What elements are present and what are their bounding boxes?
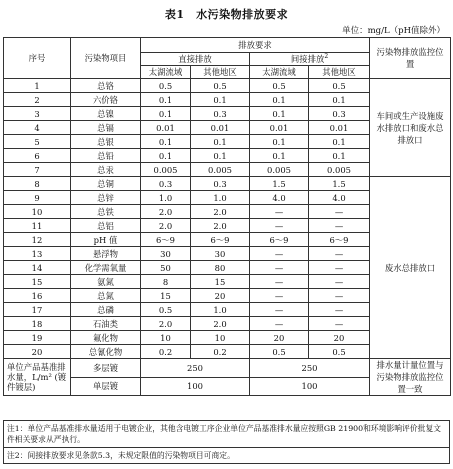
row-number: 8 xyxy=(4,177,71,191)
limit-value: — xyxy=(309,219,370,233)
row-number: 3 xyxy=(4,107,71,121)
limit-value: 50 xyxy=(141,261,191,275)
limit-value: 0.1 xyxy=(309,135,370,149)
limit-value: 2.0 xyxy=(191,317,250,331)
limit-value: 4.0 xyxy=(309,191,370,205)
plating-single: 单层镀 xyxy=(71,377,141,396)
limit-value: 30 xyxy=(191,247,250,261)
header-direct-other: 其他地区 xyxy=(191,66,250,79)
limit-value: 30 xyxy=(141,247,191,261)
limit-value: 6～9 xyxy=(141,233,191,247)
row-number: 18 xyxy=(4,317,71,331)
row-number: 17 xyxy=(4,303,71,317)
limit-value: 0.3 xyxy=(191,107,250,121)
pollutant-name: 总磷 xyxy=(71,303,141,317)
table-row xyxy=(4,79,451,93)
row-number: 12 xyxy=(4,233,71,247)
limit-value: 2.0 xyxy=(141,219,191,233)
limit-value: — xyxy=(250,205,309,219)
limit-value: 1.5 xyxy=(250,177,309,191)
header-indirect-cell xyxy=(250,53,370,66)
limit-value: 0.1 xyxy=(141,107,191,121)
monitor-location-workshop: 车间或生产设施废水排放口和废水总排放口 xyxy=(370,79,451,177)
pollutant-name: 总镉 xyxy=(71,121,141,135)
row-number: 20 xyxy=(4,345,71,359)
limit-value: 0.3 xyxy=(309,107,370,121)
header-requirement: 排放要求 xyxy=(141,38,370,53)
limit-value: 0.5 xyxy=(250,345,309,359)
limit-value: — xyxy=(250,275,309,289)
limit-value: 0.1 xyxy=(191,149,250,163)
limit-value: 10 xyxy=(141,331,191,345)
pollutant-name: 总铜 xyxy=(71,177,141,191)
row-number: 9 xyxy=(4,191,71,205)
pollutant-name: 总镍 xyxy=(71,107,141,121)
row-number: 6 xyxy=(4,149,71,163)
pollutant-name: 总铬 xyxy=(71,79,141,93)
table-row xyxy=(4,177,451,191)
header-direct: 直接排放 xyxy=(141,53,250,66)
row-number: 7 xyxy=(4,163,71,177)
limit-value: — xyxy=(309,317,370,331)
limit-value: 1.0 xyxy=(191,191,250,205)
limit-value: 80 xyxy=(191,261,250,275)
row-number: 11 xyxy=(4,219,71,233)
limit-value: 0.1 xyxy=(141,135,191,149)
table-title: 表1 水污染物排放要求 xyxy=(164,8,289,21)
limit-value: — xyxy=(250,219,309,233)
row-number: 16 xyxy=(4,289,71,303)
single-indirect-value: 100 xyxy=(250,377,370,396)
limit-value: 0.1 xyxy=(250,149,309,163)
limit-value: — xyxy=(250,303,309,317)
limit-value: 10 xyxy=(191,331,250,345)
limit-value: 0.01 xyxy=(191,121,250,135)
limit-value: 20 xyxy=(309,331,370,345)
limit-value: 1.0 xyxy=(141,191,191,205)
limit-value: 2.0 xyxy=(141,317,191,331)
header-direct-taihu: 太湖流域 xyxy=(141,66,191,79)
pollutant-name: 悬浮物 xyxy=(71,247,141,261)
limit-value: 0.1 xyxy=(309,149,370,163)
row-number: 13 xyxy=(4,247,71,261)
pollutant-name: 化学需氧量 xyxy=(71,261,141,275)
limit-value: 15 xyxy=(141,289,191,303)
limit-value: — xyxy=(309,303,370,317)
limit-value: 0.005 xyxy=(191,163,250,177)
limit-value: 0.1 xyxy=(141,149,191,163)
limit-value: 0.5 xyxy=(309,79,370,93)
limit-value: 1.0 xyxy=(191,303,250,317)
limit-value: 1.5 xyxy=(309,177,370,191)
row-number: 4 xyxy=(4,121,71,135)
row-number: 2 xyxy=(4,93,71,107)
limit-value: 0.1 xyxy=(191,135,250,149)
limit-value: 0.2 xyxy=(141,345,191,359)
row-number: 5 xyxy=(4,135,71,149)
limit-value: 0.3 xyxy=(141,177,191,191)
limit-value: 0.2 xyxy=(191,345,250,359)
limit-value: 0.005 xyxy=(141,163,191,177)
pollutant-name: 总氮 xyxy=(71,289,141,303)
plating-multi: 多层镀 xyxy=(71,359,141,378)
limit-value: 2.0 xyxy=(191,205,250,219)
limit-value: 0.005 xyxy=(309,163,370,177)
limit-value: 0.1 xyxy=(250,93,309,107)
drainage-label: 单位产品基准排水量，L/m² (镀件镀层) xyxy=(4,359,71,396)
pollutant-name: 总铝 xyxy=(71,219,141,233)
row-number: 15 xyxy=(4,275,71,289)
limit-value: 6～9 xyxy=(309,233,370,247)
limit-value: 20 xyxy=(191,289,250,303)
limit-value: 0.01 xyxy=(141,121,191,135)
header-item: 污染物项目 xyxy=(71,38,141,79)
drainage-monitor: 排水量计量位置与污染物排放监控位置一致 xyxy=(370,359,451,396)
header-indirect-other: 其他地区 xyxy=(309,66,370,79)
limit-value: — xyxy=(250,261,309,275)
pollutant-name: 氨氮 xyxy=(71,275,141,289)
limit-value: 8 xyxy=(141,275,191,289)
row-number: 10 xyxy=(4,205,71,219)
limit-value: — xyxy=(250,317,309,331)
limit-value: 4.0 xyxy=(250,191,309,205)
limit-value: 20 xyxy=(250,331,309,345)
pollutant-name: 总锌 xyxy=(71,191,141,205)
header-indirect-sup: 2 xyxy=(324,53,329,61)
limit-value: — xyxy=(309,261,370,275)
limit-value: 0.1 xyxy=(250,107,309,121)
limit-value: 0.3 xyxy=(191,177,250,191)
pollutant-name: 石油类 xyxy=(71,317,141,331)
row-number: 1 xyxy=(4,79,71,93)
limit-value: — xyxy=(309,275,370,289)
limit-value: 0.5 xyxy=(191,79,250,93)
pollutant-name: 总汞 xyxy=(71,163,141,177)
emission-table xyxy=(3,37,451,396)
limit-value: 0.5 xyxy=(141,79,191,93)
header-indirect-taihu: 太湖流域 xyxy=(250,66,309,79)
monitor-location-total: 废水总排放口 xyxy=(370,177,451,359)
pollutant-name: pH 值 xyxy=(71,233,141,247)
multi-indirect-value: 250 xyxy=(250,359,370,378)
pollutant-name: 总铅 xyxy=(71,149,141,163)
limit-value: 0.1 xyxy=(191,93,250,107)
limit-value: 0.5 xyxy=(141,303,191,317)
header-seq: 序号 xyxy=(4,38,71,79)
limit-value: 0.1 xyxy=(309,93,370,107)
limit-value: — xyxy=(309,205,370,219)
note-2: 注2：间接排放要求见条款5.3，未规定限值的污染物项目可商定。 xyxy=(4,448,450,464)
single-direct-value: 100 xyxy=(141,377,250,396)
row-number: 19 xyxy=(4,331,71,345)
limit-value: — xyxy=(309,289,370,303)
limit-value: 0.005 xyxy=(250,163,309,177)
limit-value: 0.5 xyxy=(250,79,309,93)
multi-direct-value: 250 xyxy=(141,359,250,378)
limit-value: 0.01 xyxy=(250,121,309,135)
limit-value: 2.0 xyxy=(191,219,250,233)
note-1: 注1：单位产品基准排水量适用于电镀企业，其他含电镀工序企业单位产品基准排水量应按照GB 21900和环境影响评价批复文件相关要求从严执行。 xyxy=(4,421,450,448)
limit-value: 6～9 xyxy=(191,233,250,247)
limit-value: 15 xyxy=(191,275,250,289)
pollutant-name: 总氰化物 xyxy=(71,345,141,359)
unit-note: 单位：mg/L（pH值除外） xyxy=(342,26,445,36)
limit-value: 0.1 xyxy=(141,93,191,107)
limit-value: 2.0 xyxy=(141,205,191,219)
limit-value: — xyxy=(309,247,370,261)
limit-value: 0.5 xyxy=(309,345,370,359)
table-row xyxy=(4,359,451,378)
row-number: 14 xyxy=(4,261,71,275)
limit-value: 6～9 xyxy=(250,233,309,247)
limit-value: — xyxy=(250,289,309,303)
notes-table xyxy=(3,420,450,464)
pollutant-name: 六价铬 xyxy=(71,93,141,107)
limit-value: — xyxy=(250,247,309,261)
pollutant-name: 氟化物 xyxy=(71,331,141,345)
header-indirect: 间接排放 xyxy=(290,54,325,64)
limit-value: 0.1 xyxy=(250,135,309,149)
header-monitor: 污染物排放监控位置 xyxy=(370,38,451,79)
pollutant-name: 总铁 xyxy=(71,205,141,219)
limit-value: 0.01 xyxy=(309,121,370,135)
pollutant-name: 总银 xyxy=(71,135,141,149)
